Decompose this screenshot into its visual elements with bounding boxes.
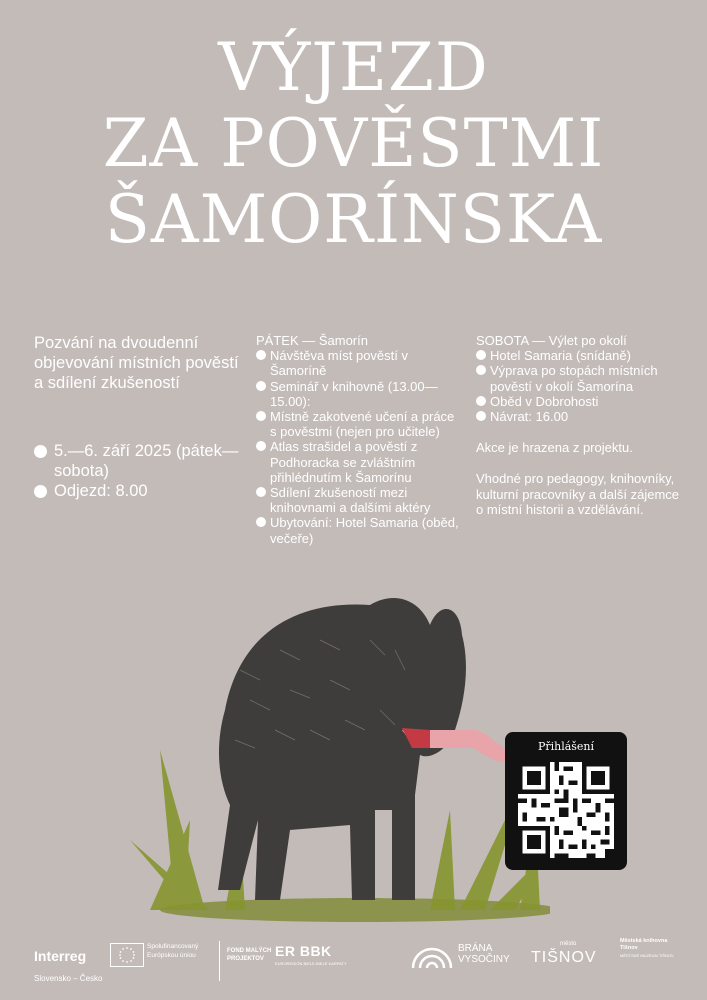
list-item (256, 348, 462, 378)
footer-divider (219, 941, 220, 981)
list-item (256, 379, 462, 409)
list-item (476, 348, 681, 363)
funding-note: Akce je hrazena z projektu. (476, 440, 633, 456)
list-item-text: Seminář v knihovně (13.00—15.00): (270, 378, 438, 409)
white-dot-icon (256, 381, 266, 391)
interreg-subtitle: Slovensko – Česko (34, 974, 103, 983)
qr-label: Přihlášení (537, 740, 595, 753)
wolf-illustration (130, 580, 550, 925)
list-item-text: Návrat: 16.00 (490, 409, 569, 425)
library-logo: Městská knihovna Tišnov (620, 938, 668, 951)
title-line-1: VÝJEZD (218, 29, 489, 106)
white-dot-icon (256, 350, 266, 360)
list-item-text: Hotel Samaria (snídaně) (490, 348, 631, 364)
list-item (476, 363, 681, 393)
tisnov-logo: TIŠNOV (531, 949, 597, 966)
list-item-text: Sdílení zkušeností mezi knihovnami a dalšími aktéry (270, 485, 431, 516)
audience-note: Vhodné pro pedagogy, knihovníky, kulturní pracovníky a další zájemce o místní historii a vzdělávání. (476, 471, 680, 517)
erbbk-subtitle: EUROREGIÓN BIELE-BIELE KARPATY (275, 961, 347, 966)
list-item (256, 515, 462, 545)
white-dot-icon (476, 350, 486, 360)
arch-icon (410, 943, 454, 969)
qr-code-icon[interactable] (518, 762, 614, 858)
eu-flag-icon (110, 943, 144, 967)
list-item (476, 409, 681, 424)
saturday-heading: SOBOTA — Výlet po okolí (476, 333, 627, 348)
list-item (256, 409, 462, 439)
list-item-text: Oběd v Dobrohosti (490, 393, 599, 409)
title-line-2: ZA POVĚSTMI (102, 105, 605, 182)
qr-registration[interactable] (505, 732, 627, 870)
white-dot-icon (476, 365, 486, 375)
white-dot-icon (476, 396, 486, 406)
friday-list (256, 348, 462, 546)
list-item-text: Návštěva míst pověstí v Šamoríně (270, 348, 408, 379)
museum-text: MĚSTSKÉ MUZEUM TIŠNOV (620, 953, 674, 958)
list-item (256, 485, 462, 515)
friday-column (256, 333, 462, 546)
partner-logos (0, 935, 707, 1000)
list-item (256, 439, 462, 485)
list-item-text: Místně zakotvené učení a práce s pověstmi (nejen pro učitele) (270, 409, 455, 440)
white-dot-icon (256, 517, 266, 527)
list-item (476, 394, 681, 409)
white-dot-icon (256, 441, 266, 451)
saturday-list (476, 348, 681, 424)
eu-cofinanced-text: Spolufinancovaný Európskou úniou (147, 943, 199, 959)
tisnov-town-label: město (560, 941, 577, 947)
date-text: 5.—6. září 2025 (pátek—sobota) (54, 442, 239, 480)
departure-text: Odjezd: 8.00 (54, 482, 148, 500)
departure-row (34, 481, 254, 501)
brana-vysociny-logo: BRÁNA VYSOČINY (458, 943, 510, 965)
title-line-3: ŠAMORÍNSKA (104, 181, 603, 258)
white-dot-icon (476, 411, 486, 421)
white-dot-icon (34, 485, 47, 498)
list-item-text: Atlas strašidel a pověstí z Podhoracka se zvláštním přihlédnutím k Šamorínu (270, 439, 418, 485)
poster-title (0, 30, 707, 258)
date-row (34, 441, 254, 481)
event-details (34, 441, 254, 501)
intro-text: Pozvání na dvoudenní objevování místních pověstí a sdílení zkušeností (34, 334, 239, 392)
white-dot-icon (256, 487, 266, 497)
list-item-text: Výprava po stopách místních pověstí v okolí Šamorína (490, 363, 658, 394)
small-projects-fund-text: FOND MALÝCH PROJEKTOV (227, 948, 272, 962)
friday-heading: PÁTEK — Šamorín (256, 333, 368, 348)
interreg-logo: Interreg (34, 948, 87, 964)
white-dot-icon (256, 411, 266, 421)
erbbk-logo: ER BBK (275, 943, 332, 959)
list-item-text: Ubytování: Hotel Samaria (oběd, večeře) (270, 515, 459, 546)
saturday-column (476, 333, 681, 517)
white-dot-icon (34, 445, 47, 458)
